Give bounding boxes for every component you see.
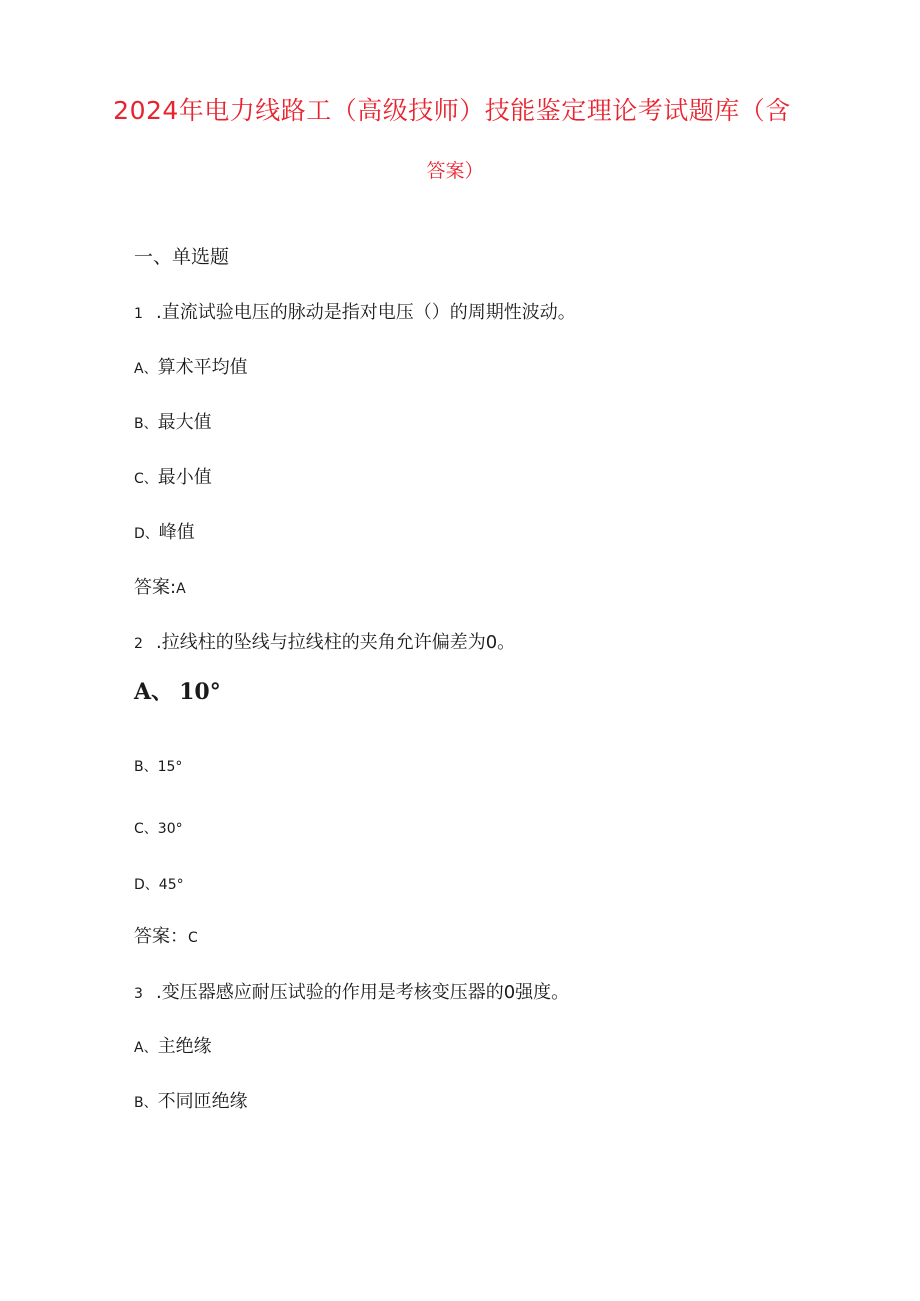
question-1-option-c bbox=[134, 469, 212, 487]
document-title-continuation: 答案） bbox=[426, 160, 484, 182]
question-1 bbox=[134, 304, 576, 322]
option-text: 10° bbox=[179, 679, 221, 705]
section-heading: 一、单选题 bbox=[134, 246, 230, 268]
question-1-option-b bbox=[134, 414, 212, 432]
question-number: 1 bbox=[134, 306, 143, 322]
option-letter: B、 bbox=[134, 759, 158, 775]
option-letter: C、 bbox=[134, 821, 158, 837]
question-3 bbox=[134, 984, 569, 1002]
option-letter: C、 bbox=[134, 471, 158, 487]
question-2-option-d bbox=[134, 878, 184, 892]
document-title: 2024年电力线路工（高级技师）技能鉴定理论考试题库（含 bbox=[113, 96, 791, 125]
question-2-option-a bbox=[134, 681, 221, 703]
question-1-option-d bbox=[134, 524, 195, 542]
option-text: 峰值 bbox=[158, 522, 195, 543]
option-text: 最小值 bbox=[157, 467, 212, 488]
answer-label: 答案： bbox=[134, 926, 188, 947]
question-3-option-b bbox=[134, 1093, 248, 1111]
option-letter: B、 bbox=[134, 416, 158, 432]
option-text: 主绝缘 bbox=[157, 1036, 212, 1057]
option-letter: B、 bbox=[134, 1095, 158, 1111]
question-2-option-c bbox=[134, 822, 183, 836]
option-letter: A、 bbox=[134, 679, 174, 705]
option-text: 15° bbox=[157, 759, 183, 775]
option-text: 30° bbox=[157, 821, 183, 837]
question-text: .直流试验电压的脉动是指对电压（）的周期性波动。 bbox=[156, 302, 576, 323]
option-letter: A、 bbox=[134, 361, 158, 377]
option-letter: A、 bbox=[134, 1040, 158, 1056]
question-1-option-a bbox=[134, 359, 248, 377]
answer-value: A bbox=[176, 581, 186, 597]
question-number: 3 bbox=[134, 986, 143, 1002]
question-text: .变压器感应耐压试验的作用是考核变压器的0强度。 bbox=[156, 982, 570, 1003]
question-3-option-a bbox=[134, 1038, 212, 1056]
question-text: .拉线柱的坠线与拉线柱的夹角允许偏差为0。 bbox=[156, 632, 516, 653]
question-1-answer bbox=[134, 579, 186, 597]
question-2 bbox=[134, 634, 515, 652]
option-text: 不同匝绝缘 bbox=[157, 1091, 248, 1112]
option-letter: D、 bbox=[134, 526, 159, 542]
question-2-option-b bbox=[134, 760, 182, 774]
answer-label: 答案: bbox=[134, 577, 177, 598]
option-text: 算术平均值 bbox=[157, 357, 248, 378]
question-2-answer bbox=[134, 928, 198, 946]
option-letter: D、 bbox=[134, 877, 159, 893]
option-text: 45° bbox=[158, 877, 184, 893]
question-number: 2 bbox=[134, 636, 143, 652]
answer-value: C bbox=[188, 930, 198, 946]
option-text: 最大值 bbox=[157, 412, 212, 433]
